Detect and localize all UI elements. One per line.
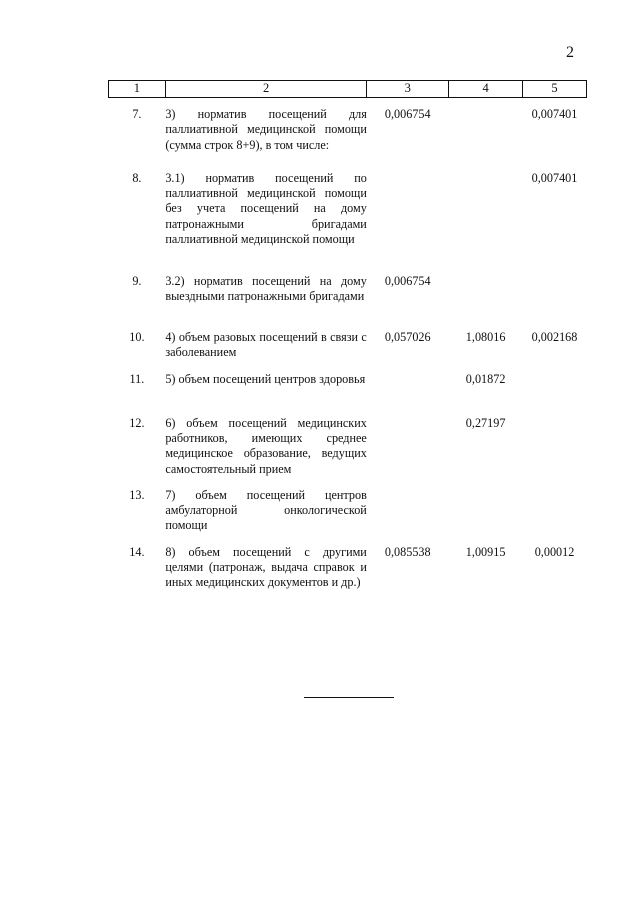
row-col-5 bbox=[523, 488, 587, 545]
norms-table bbox=[108, 80, 587, 609]
row-col-4: 1,00915 bbox=[465, 544, 506, 559]
row-description: 5) объем посещений центров здоровья bbox=[165, 371, 366, 386]
row-col-4: 1,08016 bbox=[465, 329, 506, 344]
row-description: 4) объем разовых посещений в связи с заболеванием bbox=[165, 329, 367, 359]
row-description: 3.1) норматив посещений по паллиативной медицинской помощи без учета посещений на дому патронажными бригадами паллиативной медицинской помощи bbox=[165, 170, 367, 247]
row-number: 12. bbox=[129, 415, 145, 430]
table-header-row bbox=[109, 81, 587, 98]
row-number: 11. bbox=[129, 371, 145, 386]
row-col-5: 0,002168 bbox=[531, 329, 578, 344]
row-col-4: 0,27197 bbox=[465, 415, 506, 430]
row-number: 9. bbox=[132, 273, 142, 288]
header-col-5: 5 bbox=[523, 81, 587, 98]
row-number: 8. bbox=[132, 170, 142, 185]
row-number: 7. bbox=[132, 107, 142, 121]
table-row bbox=[109, 488, 587, 545]
row-col-5 bbox=[523, 372, 587, 416]
row-col-4 bbox=[449, 98, 523, 171]
row-col-3 bbox=[367, 171, 449, 274]
row-col-4: 0,01872 bbox=[465, 371, 506, 386]
row-col-3: 0,057026 bbox=[384, 329, 431, 344]
row-col-5 bbox=[523, 274, 587, 330]
row-number: 13. bbox=[129, 487, 145, 502]
header-col-2: 2 bbox=[165, 81, 367, 98]
table-row bbox=[109, 545, 587, 609]
row-col-3: 0,006754 bbox=[384, 273, 431, 288]
separator-line bbox=[304, 697, 394, 698]
row-col-5: 0,007401 bbox=[531, 107, 578, 121]
row-description: 8) объем посещений с другими целями (патронаж, выдача справок и иных медицинских документов и др.) bbox=[165, 544, 367, 590]
page-number: 2 bbox=[566, 44, 574, 61]
row-description: 3) норматив посещений для паллиативной медицинской помощи (сумма строк 8+9), в том числе: bbox=[165, 107, 367, 152]
row-number: 10. bbox=[129, 329, 145, 344]
row-number: 14. bbox=[129, 544, 145, 559]
row-col-4 bbox=[449, 171, 523, 274]
row-col-3: 0,085538 bbox=[384, 544, 431, 559]
row-col-3 bbox=[367, 372, 449, 416]
table-row bbox=[109, 372, 587, 416]
row-col-3: 0,006754 bbox=[384, 107, 431, 121]
row-col-4 bbox=[449, 274, 523, 330]
table-row bbox=[109, 171, 587, 274]
row-description: 3.2) норматив посещений на дому выездными патронажными бригадами bbox=[165, 273, 367, 303]
row-col-3 bbox=[367, 488, 449, 545]
table-row bbox=[109, 98, 587, 171]
table-row bbox=[109, 274, 587, 330]
row-description: 7) объем посещений центров амбулаторной онкологической помощи bbox=[165, 487, 367, 533]
row-col-5 bbox=[523, 416, 587, 488]
header-col-4: 4 bbox=[449, 81, 523, 98]
row-col-3 bbox=[367, 416, 449, 488]
table-row bbox=[109, 416, 587, 488]
row-col-5: 0,00012 bbox=[534, 544, 575, 559]
row-col-5: 0,007401 bbox=[531, 170, 578, 185]
header-col-3: 3 bbox=[367, 81, 449, 98]
row-col-4 bbox=[449, 488, 523, 545]
row-description: 6) объем посещений медицинских работников, имеющих среднее медицинское образование, ведущих самостоятельный прием bbox=[165, 415, 367, 476]
table-row bbox=[109, 330, 587, 372]
header-col-1: 1 bbox=[109, 81, 166, 98]
